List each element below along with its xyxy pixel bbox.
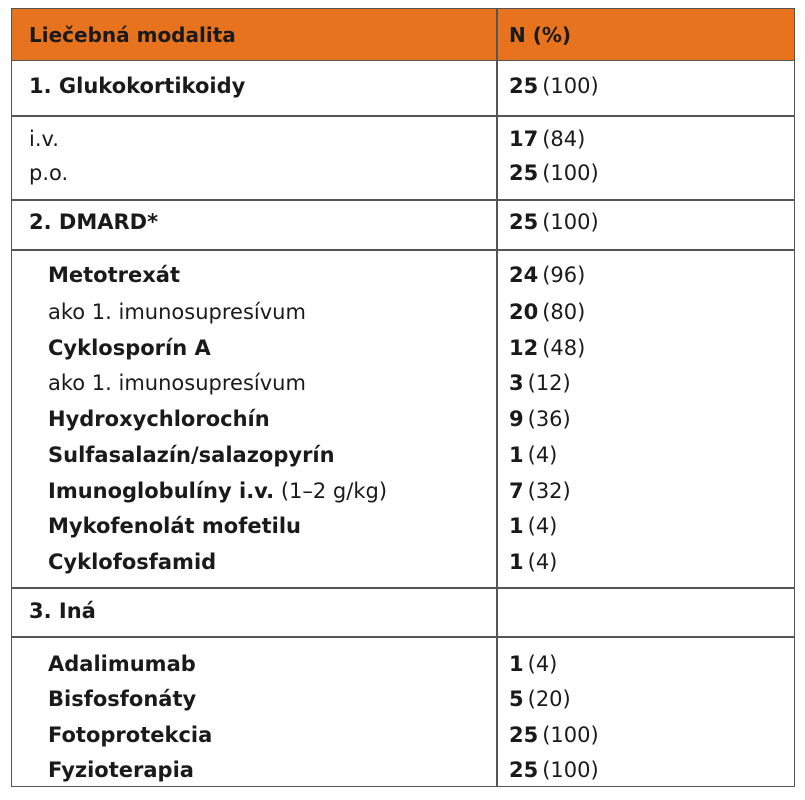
row-value: 24 (96) (509, 263, 586, 287)
table-row: i.v. (29, 127, 59, 151)
section-title: 3. Iná (29, 599, 96, 623)
section-value: 25 (100) (509, 74, 599, 98)
row-value: 5 (20) (509, 687, 571, 711)
table-row: Fyzioterapia (48, 758, 194, 782)
table-row: Mykofenolát mofetilu (48, 514, 301, 538)
row-divider (12, 587, 794, 589)
table-row: p.o. (29, 161, 69, 185)
row-divider (12, 199, 794, 201)
row-value: 25 (100) (509, 723, 599, 747)
row-divider (12, 249, 794, 251)
table-row: Imunoglobulíny i.v. (1–2 g/kg) (48, 479, 388, 503)
treatment-table (11, 8, 795, 787)
row-value: 1 (4) (509, 550, 558, 574)
table-row: Fotoprotekcia (48, 723, 213, 747)
row-value: 12 (48) (509, 336, 586, 360)
row-value: 1 (4) (509, 652, 558, 676)
row-value: 17 (84) (509, 127, 586, 151)
section-title: 1. Glukokortikoidy (29, 74, 246, 98)
row-divider (12, 115, 794, 117)
table-row: Adalimumab (48, 652, 196, 676)
header-n-percent: N (%) (509, 23, 572, 47)
row-value: 9 (36) (509, 407, 571, 431)
row-value: 1 (4) (509, 443, 558, 467)
section-title: 2. DMARD* (29, 210, 159, 234)
row-value: 3 (12) (509, 371, 571, 395)
header-modality: Liečebná modalita (29, 23, 236, 47)
section-value: 25 (100) (509, 210, 599, 234)
row-value: 25 (100) (509, 161, 599, 185)
row-value: 20 (80) (509, 300, 586, 324)
table-row: Bisfosfonáty (48, 687, 197, 711)
table-row: ako 1. imunosupresívum (48, 300, 306, 324)
table-row: Sulfasalazín/salazopyrín (48, 443, 335, 467)
row-value: 7 (32) (509, 479, 571, 503)
row-divider (12, 636, 794, 638)
table-row: Metotrexát (48, 263, 180, 287)
table-row: ako 1. imunosupresívum (48, 371, 306, 395)
table-row: Hydroxychlorochín (48, 407, 270, 431)
table-row: Cyklosporín A (48, 336, 211, 360)
table-row: Cyklofosfamid (48, 550, 217, 574)
row-value: 25 (100) (509, 758, 599, 782)
row-value: 1 (4) (509, 514, 558, 538)
column-divider (496, 9, 498, 786)
table-header (12, 9, 794, 61)
